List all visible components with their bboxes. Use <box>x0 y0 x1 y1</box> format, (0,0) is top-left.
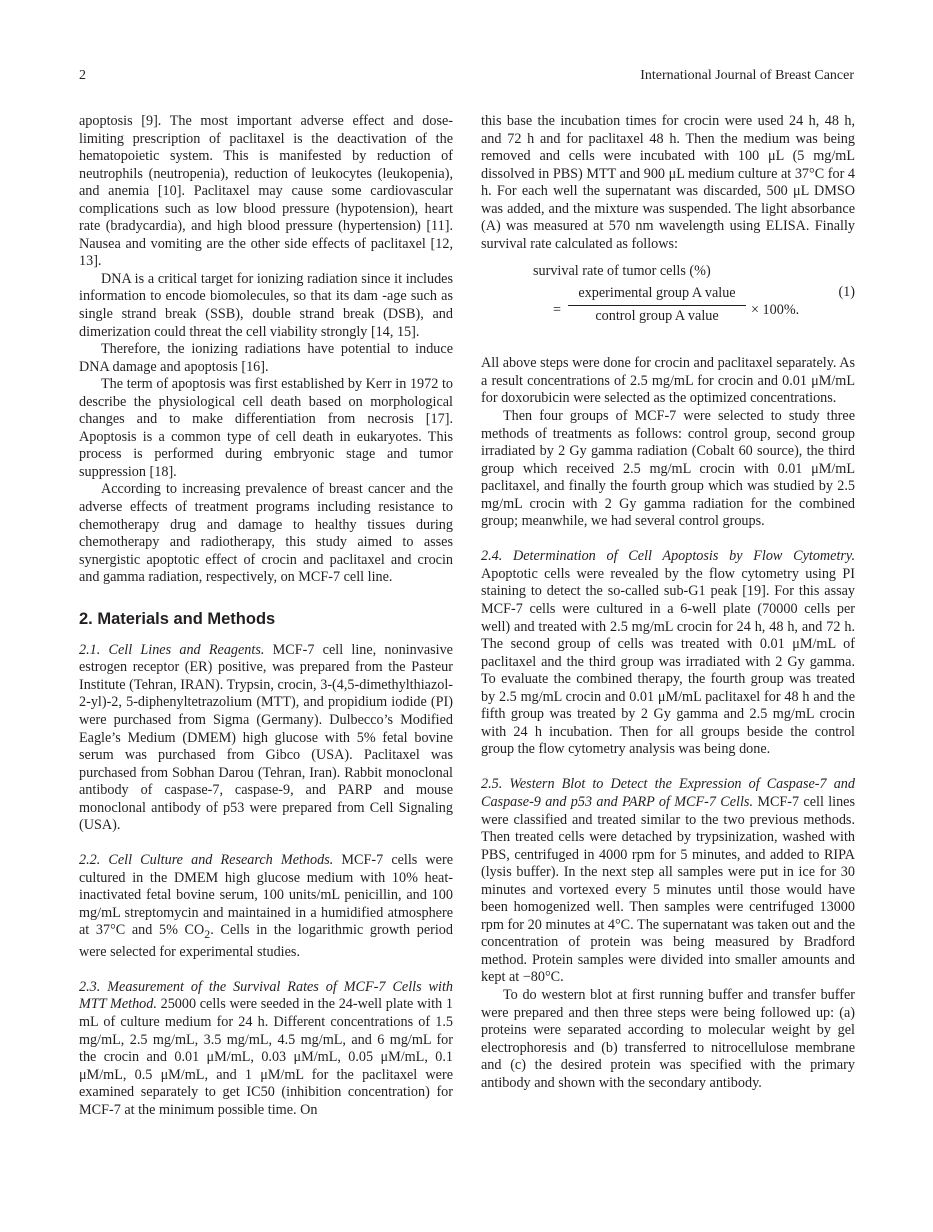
subsection-text: . Cells in the logarithmic growth period were selected for experimental studies. <box>79 922 453 960</box>
subsection-2-5 <box>481 776 855 987</box>
subsection-2-4 <box>481 548 855 759</box>
subsection-title: 2.1. Cell Lines and Reagents. <box>79 641 265 658</box>
subsection-title: 2.2. Cell Culture and Research Methods. <box>79 852 334 869</box>
subsection-2-3 <box>79 979 453 1119</box>
subscript: 2 <box>204 927 211 942</box>
equation-lhs: survival rate of tumor cells (%) <box>533 263 711 280</box>
paragraph: According to increasing prevalence of breast cancer and the adverse effects of treatment programs including resistance to chemotherapy drug and damage to healthy tissues during chemotherapy and radiotherapy, this study aimed to asses synergistic apoptotic effect of crocin and paclitaxel and crocin and gamma radiation, respectively, on MCF-7 cell line. <box>79 481 453 586</box>
subsection-title: 2.3. Measurement of the Survival Rates of MCF-7 Cells with MTT Method. <box>79 978 453 1013</box>
subsection-title: 2.4. Determination of Cell Apoptosis by Flow Cytometry. <box>481 548 855 565</box>
paragraph: this base the incubation times for crocin were used 24 h, 48 h, and 72 h and for paclitaxel 48 h. Then the medium was being removed and cells were incubated with 100 μL (5 mg/mL dissolved in PBS) MTT and 900 μL medium culture at 37°C for 4 h. For each well the supernatant was discarded, 500 μL DMSO was added, and the mixture was suspended. The light absorbance (A) was measured at 570 nm wavelength using ELISA. Finally survival rate calculated as follows: <box>481 113 855 252</box>
subsection-text: MCF-7 cell lines were classified and treated similar to the two previous methods. Then treated cells were detached by trypsinization, washed with PBS, centrifuged in 4000 rpm for 5 minutes, and added to RIPA (lysis buffer). In the next step all samples were put in ice for 30 minutes and vortexed every 5 minutes until those would have been homogenized well. Then samples were centrifuged 13000 rpm for 20 minutes at 4°C. The supernatant was taken out and the concentration of protein was being measured by Bradford method. Protein samples were divided into smaller amounts and kept at −80°C. <box>481 793 856 986</box>
equals-sign: = <box>553 302 562 319</box>
equation-multiplier: × 100%. <box>751 302 800 319</box>
right-column <box>481 113 855 1092</box>
section-heading: 2. Materials and Methods <box>79 609 276 628</box>
equation-number: (1) <box>838 284 855 301</box>
fraction <box>567 285 747 325</box>
subsection-text: MCF-7 cells were cultured in the DMEM high glucose medium with 10% heat-inactivated fetal bovine serum, 100 units/mL penicillin, and 100 mg/mL streptomycin and maintained in a humidified atmosphere at 37°C and 5% CO <box>79 852 453 939</box>
fraction-numerator: experimental group A value <box>578 285 736 302</box>
subsection-2-2 <box>79 852 453 961</box>
fraction-denominator: control group A value <box>595 307 719 324</box>
subsection-2-1 <box>79 642 453 835</box>
paragraph: Then four groups of MCF-7 were selected to study three methods of treatments as follows: control group, second group irradiated by 2 Gy gamma radiation (Cobalt 60 source), the third group which received 2.5 mg/mL crocin with 0.01 μM/mL paclitaxel, and finally the fourth group which was studied by 2.5 mg/mL crocin with 2 Gy gamma radiation for the combined group; meanwhile, we had several control groups. <box>481 408 855 530</box>
equation-1 <box>481 259 855 351</box>
paragraph: The term of apoptosis was first established by Kerr in 1972 to describe the physiological cell death based on morphological changes and to make differentiation from necrosis [17]. Apoptosis is a common type of cell death in eukaryotes. This process is performed during embryonic stage and tumor suppression [18]. <box>79 376 453 480</box>
paragraph: DNA is a critical target for ionizing radiation since it includes information to encode biomolecules, so that its dam -age such as single strand break (SSB), double strand break (DSB), and dimerization could threat the cell viability strongly [14, 15]. <box>79 270 453 340</box>
subsection-text: 25000 cells were seeded in the 24-well plate with 1 mL of culture medium for 24 h. Different concentrations of 1.5 mg/mL, 2.5 mg/mL, 3.5 mg/mL, 4.5 mg/mL, and 6 mg/mL for the crocin and 0.01 μM/mL, 0.03 μM/mL, 0.05 μM/mL, 0.1 μM/mL, 0.5 μM/mL, and 1 μM/mL for the paclitaxel were examined separately to get IC50 (inhibition concentration) for MCF-7 at the minimum possible time. On <box>79 996 453 1118</box>
page-number: 2 <box>79 68 86 83</box>
page-header <box>79 68 854 86</box>
journal-title: International Journal of Breast Cancer <box>640 68 854 83</box>
subsection-text: MCF-7 cell line, noninvasive estrogen receptor (ER) positive, was prepared from the Pasteur Institute (Tehran, IRAN). Trypsin, crocin, 3-(4,5-dimethylthiazol-2-yl)-2, 5-diphenyltetrazolium (MTT), and propidium iodide (PI) were purchased from Sigma (Germany). Dulbecco’s Modified Eagle’s Medium (DMEM) high glucose with 5% fetal bovine serum was purchased from Gibco (USA). Paclitaxel was purchased from Sobhan Darou (Tehran, Iran). Rabbit monoclonal antibody of caspase-7, caspase-9, and PARP and mouse monoclonal antibody of p53 were prepared from Cell Signaling (USA). <box>79 641 453 834</box>
paragraph: All above steps were done for crocin and paclitaxel separately. As a result concentrations of 2.5 mg/mL for crocin and 0.01 μM/mL for doxorubicin were selected as the optimized concentrations. <box>481 355 855 407</box>
subsection-text: Apoptotic cells were revealed by the flow cytometry using PI staining to detect the so-called sub-G1 peak [19]. For this assay MCF-7 cells were cultured in a 6-well plate (70000 cells per well) and treated with 2.5 mg/mL crocin for 24 h, 48 h, and 72 h. The second group of cells was treated with 0.01 μM/mL of paclitaxel and the third group was irradiated with 2 Gy gamma. To evaluate the combined therapy, the fourth group was treated by 2.5 mg/mL crocin and 0.01 μM/mL paclitaxel for 48 h and the fifth group was treated by 2 Gy gamma and 2.5 mg/mL crocin with 24 h incubation. Then for all groups beside the control group the flow cytometry analysis was being done. <box>481 565 855 758</box>
paragraph: apoptosis [9]. The most important adverse effect and dose-limiting prescription of paclitaxel is the deactivation of the hematopoietic system. This is manifested by reduction of neutrophils (neutropenia), reduction of leukocytes (leukopenia), and anemia [10]. Paclitaxel may cause some cardiovascular complications such as low blood pressure (hypotension), heart rate (bradycardia), and high blood pressure (hypertension) [11]. Nausea and vomiting are the other side effects of paclitaxel [12, 13]. <box>79 113 453 270</box>
left-column <box>79 113 453 1119</box>
paragraph: To do western blot at first running buffer and transfer buffer were prepared and then three steps were being followed up: (a) proteins were separated according to molecular weight by gel electrophoresis and (b) transferred to nitrocellulose membrane and (c) the desired protein was specified with the primary antibody and shown with the secondary antibody. <box>481 986 855 1091</box>
paragraph: Therefore, the ionizing radiations have potential to induce DNA damage and apoptosis [16]. <box>79 341 453 375</box>
subsection-title: 2.5. Western Blot to Detect the Expression of Caspase-7 and Caspase-9 and p53 and PARP of MCF-7 Cells. <box>481 776 855 810</box>
